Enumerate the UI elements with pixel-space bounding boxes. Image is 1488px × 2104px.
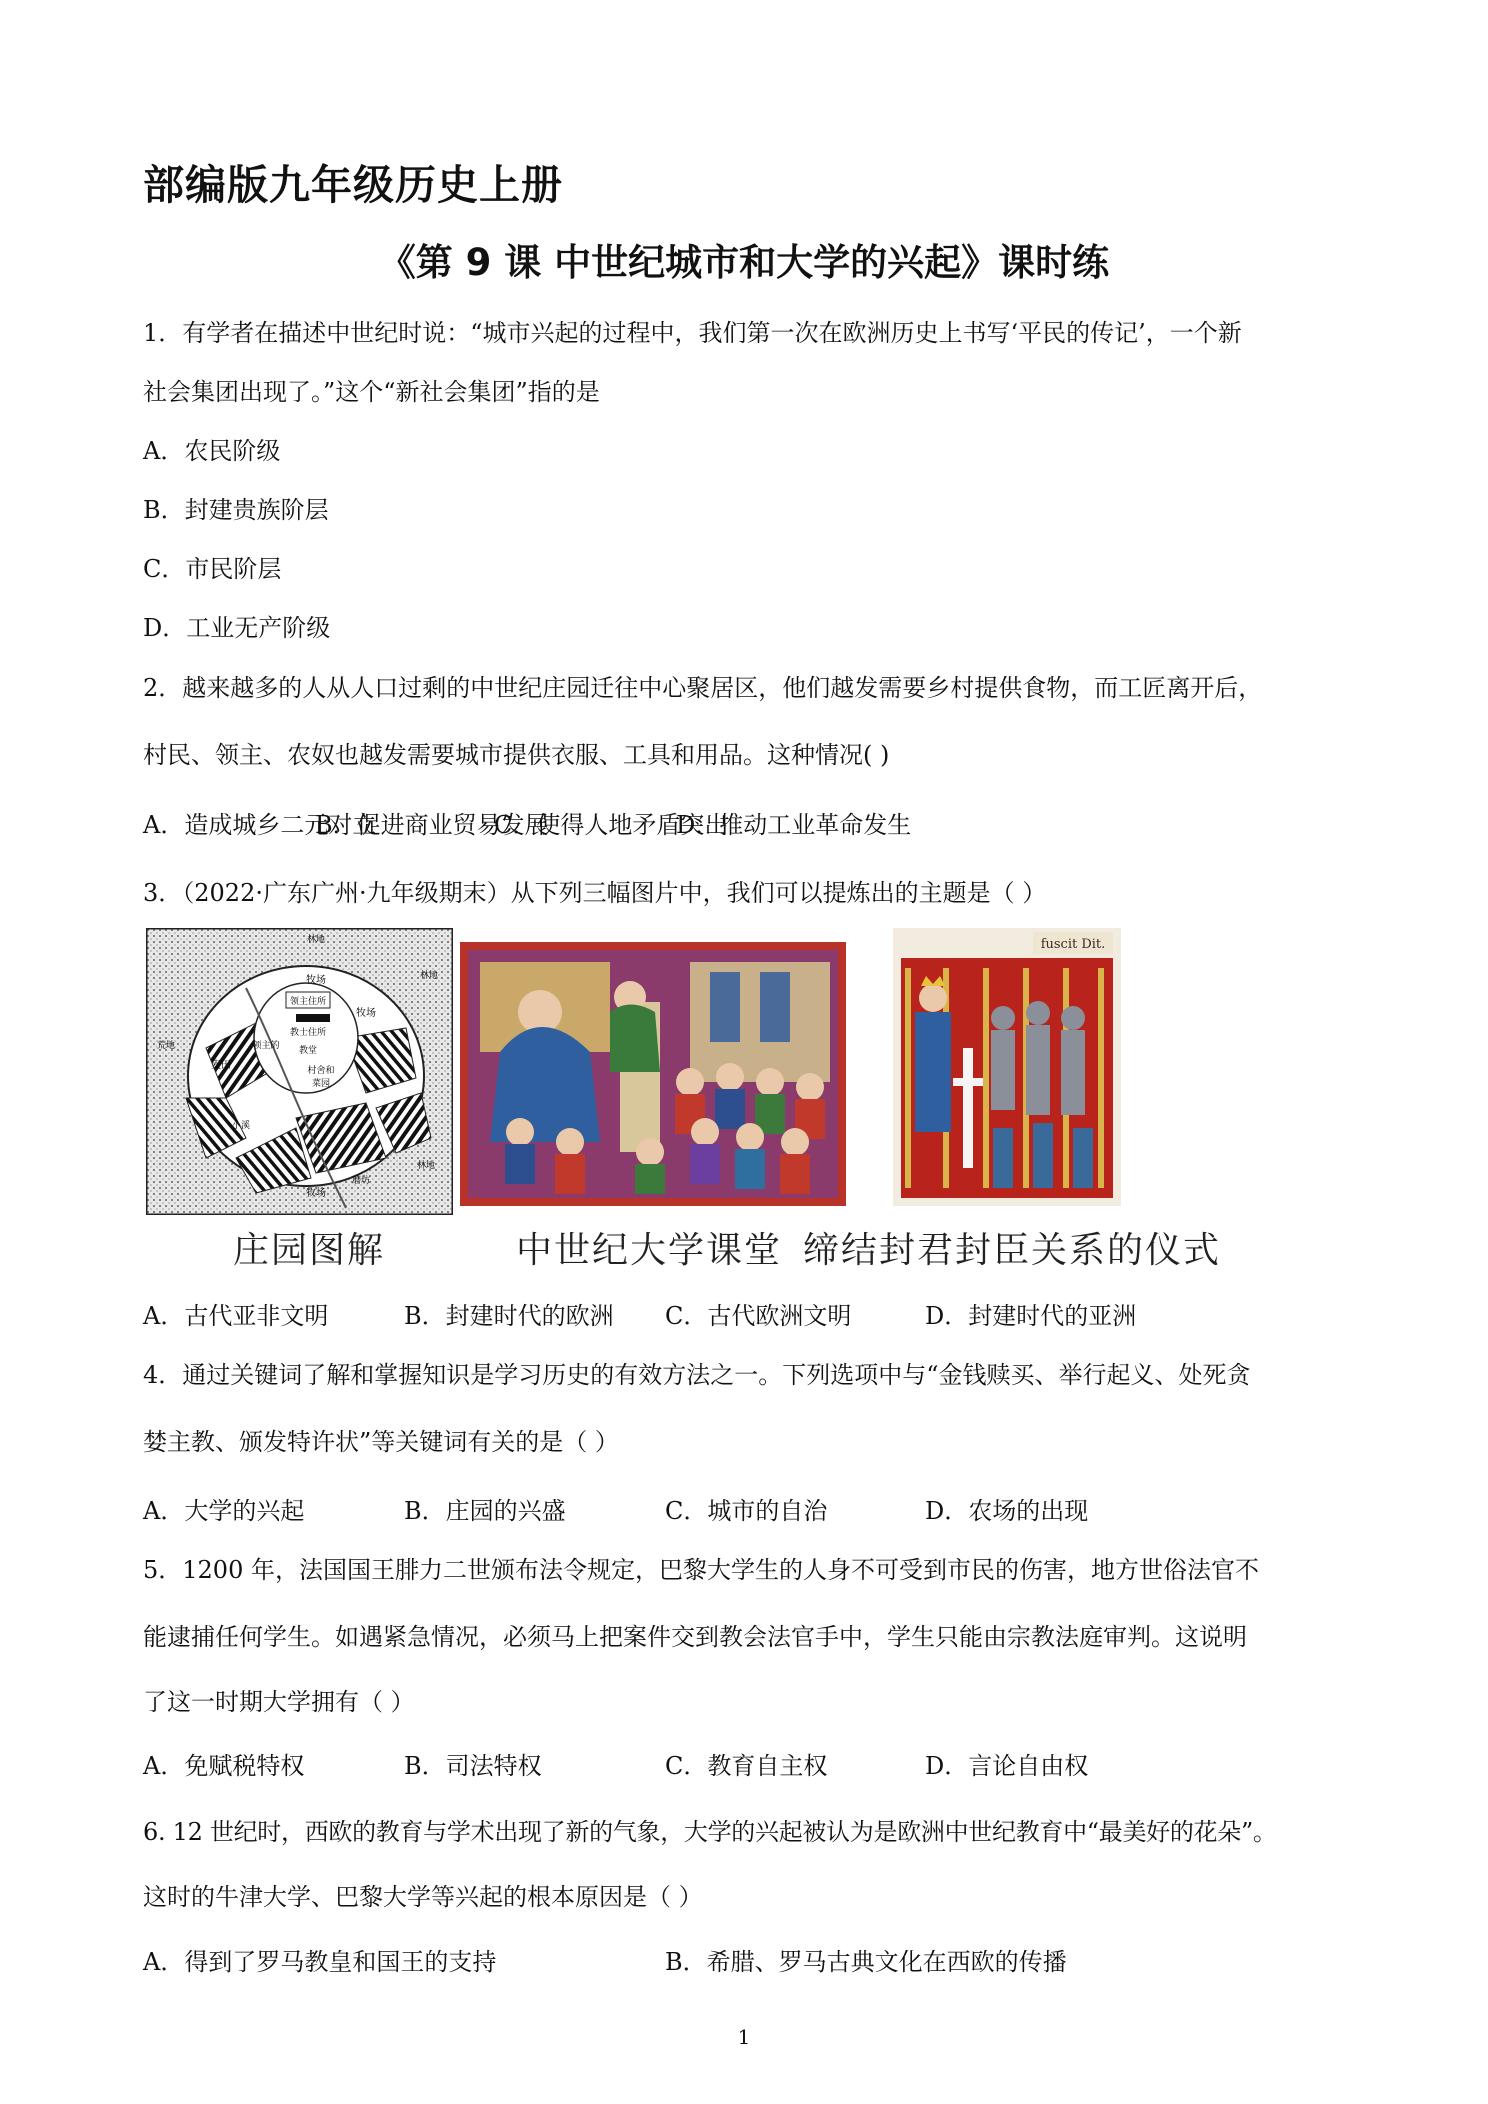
scroll-text: fuscit Dit.: [1040, 937, 1106, 952]
caption-homage: 缔结封君封臣关系的仪式: [803, 1230, 1222, 1271]
q1-option-c: C．市民阶层: [143, 555, 282, 583]
manor-label: 牧场: [356, 1008, 376, 1019]
q5-option-c: C．教育自主权: [665, 1752, 828, 1780]
manor-label: 牧场: [306, 1188, 326, 1199]
q5-option-b: B．司法特权: [404, 1752, 542, 1780]
q4-option-c: C．城市的自治: [665, 1497, 828, 1525]
q4-option-d: D．农场的出现: [925, 1497, 1089, 1525]
manor-label: 教堂: [298, 1046, 318, 1056]
q1-option-b: B．封建贵族阶层: [143, 496, 329, 524]
caption-manor: 庄园图解: [233, 1230, 386, 1271]
manor-label: 领主的: [252, 1041, 280, 1051]
q2-stem-line2: 村民、领主、农奴也越发需要城市提供衣服、工具和用品。这种情况( ): [143, 741, 890, 769]
q3-option-d: D．封建时代的亚洲: [925, 1302, 1137, 1330]
q2-stem-line1: 2．越来越多的人从人口过剩的中世纪庄园迁往中心聚居区，他们越发需要乡村提供食物，而工匠离开后，: [143, 674, 1263, 702]
page-number: 1: [737, 2025, 751, 2049]
q4-stem-line2: 婪主教、颁发特许状”等关键词有关的是（ ）: [143, 1428, 619, 1456]
q5-option-d: D．言论自由权: [925, 1752, 1089, 1780]
manor-label: 林地: [419, 971, 439, 981]
manor-diagram-image: [146, 928, 453, 1215]
q1-option-d: D．工业无产阶级: [143, 614, 331, 642]
q4-stem-line1: 4．通过关键词了解和掌握知识是学习历史的有效方法之一。下列选项中与“金钱赎买、举行起义、处死贪: [143, 1361, 1251, 1389]
q6-option-b: B．希腊、罗马古典文化在西欧的传播: [665, 1948, 1067, 1976]
manor-label: 村舍和: [307, 1066, 335, 1076]
q3-option-b: B．封建时代的欧洲: [404, 1302, 614, 1330]
q3-stem: 3．（2022·广东广州·九年级期末）从下列三幅图片中，我们可以提炼出的主题是（ ）: [143, 879, 1047, 907]
manor-label: 菜园: [311, 1079, 331, 1089]
manor-label: 林地: [416, 1161, 436, 1171]
manor-label: 麦田: [211, 1060, 231, 1071]
q5-stem-line1: 5．1200 年，法国国王腓力二世颁布法令规定，巴黎大学生的人身不可受到市民的伤害，地方世俗法官不: [143, 1556, 1259, 1584]
q2-option-d: D．推动工业革命发生: [676, 811, 912, 839]
manor-label: 磨坊: [351, 1176, 371, 1186]
q6-stem-line2: 这时的牛津大学、巴黎大学等兴起的根本原因是（ ）: [143, 1883, 703, 1911]
q6-stem-line1: 6. 12 世纪时，西欧的教育与学术出现了新的气象，大学的兴起被认为是欧洲中世纪教育中“最美好的花朵”。: [143, 1818, 1277, 1846]
q3-option-c: C．古代欧洲文明: [665, 1302, 852, 1330]
q2-option-a: A．造成城乡二元对立: [143, 811, 377, 839]
q5-option-a: A．免赋税特权: [143, 1752, 305, 1780]
manor-label: 牧场: [306, 975, 326, 986]
q5-stem-line2: 能逮捕任何学生。如遇紧急情况，必须马上把案件交到教会法官手中，学生只能由宗教法庭审判。这说明: [143, 1623, 1247, 1651]
q1-option-a: A．农民阶级: [143, 437, 281, 465]
q1-stem-line1: 1．有学者在描述中世纪时说：“城市兴起的过程中，我们第一次在欧洲历史上书写‘平民的传记’，一个新: [143, 319, 1242, 347]
caption-university: 中世纪大学课堂: [516, 1230, 783, 1271]
manor-label: 领主住所: [289, 997, 327, 1007]
q2-option-b: B．促进商业贸易发展: [315, 811, 549, 839]
q6-option-a: A．得到了罗马教皇和国王的支持: [143, 1948, 497, 1976]
q3-option-a: A．古代亚非文明: [143, 1302, 329, 1330]
q2-option-c: C．使得人地矛盾突出: [494, 811, 729, 839]
manor-label: 小溪: [231, 1121, 251, 1131]
lesson-title: 《第 9 课 中世纪城市和大学的兴起》课时练: [378, 241, 1110, 284]
manor-label: 林地: [306, 935, 326, 945]
q1-stem-line2: 社会集团出现了。”这个“新社会集团”指的是: [143, 378, 600, 406]
manor-label: 教士住所: [289, 1028, 327, 1038]
page-title: 部编版九年级历史上册: [143, 161, 563, 209]
homage-ceremony-image: [893, 928, 1121, 1206]
q5-stem-line3: 了这一时期大学拥有（ ）: [143, 1688, 415, 1716]
university-classroom-image: [460, 942, 846, 1206]
q4-option-a: A．大学的兴起: [143, 1497, 305, 1525]
q4-option-b: B．庄园的兴盛: [404, 1497, 566, 1525]
manor-label: 荒地: [156, 1041, 176, 1051]
